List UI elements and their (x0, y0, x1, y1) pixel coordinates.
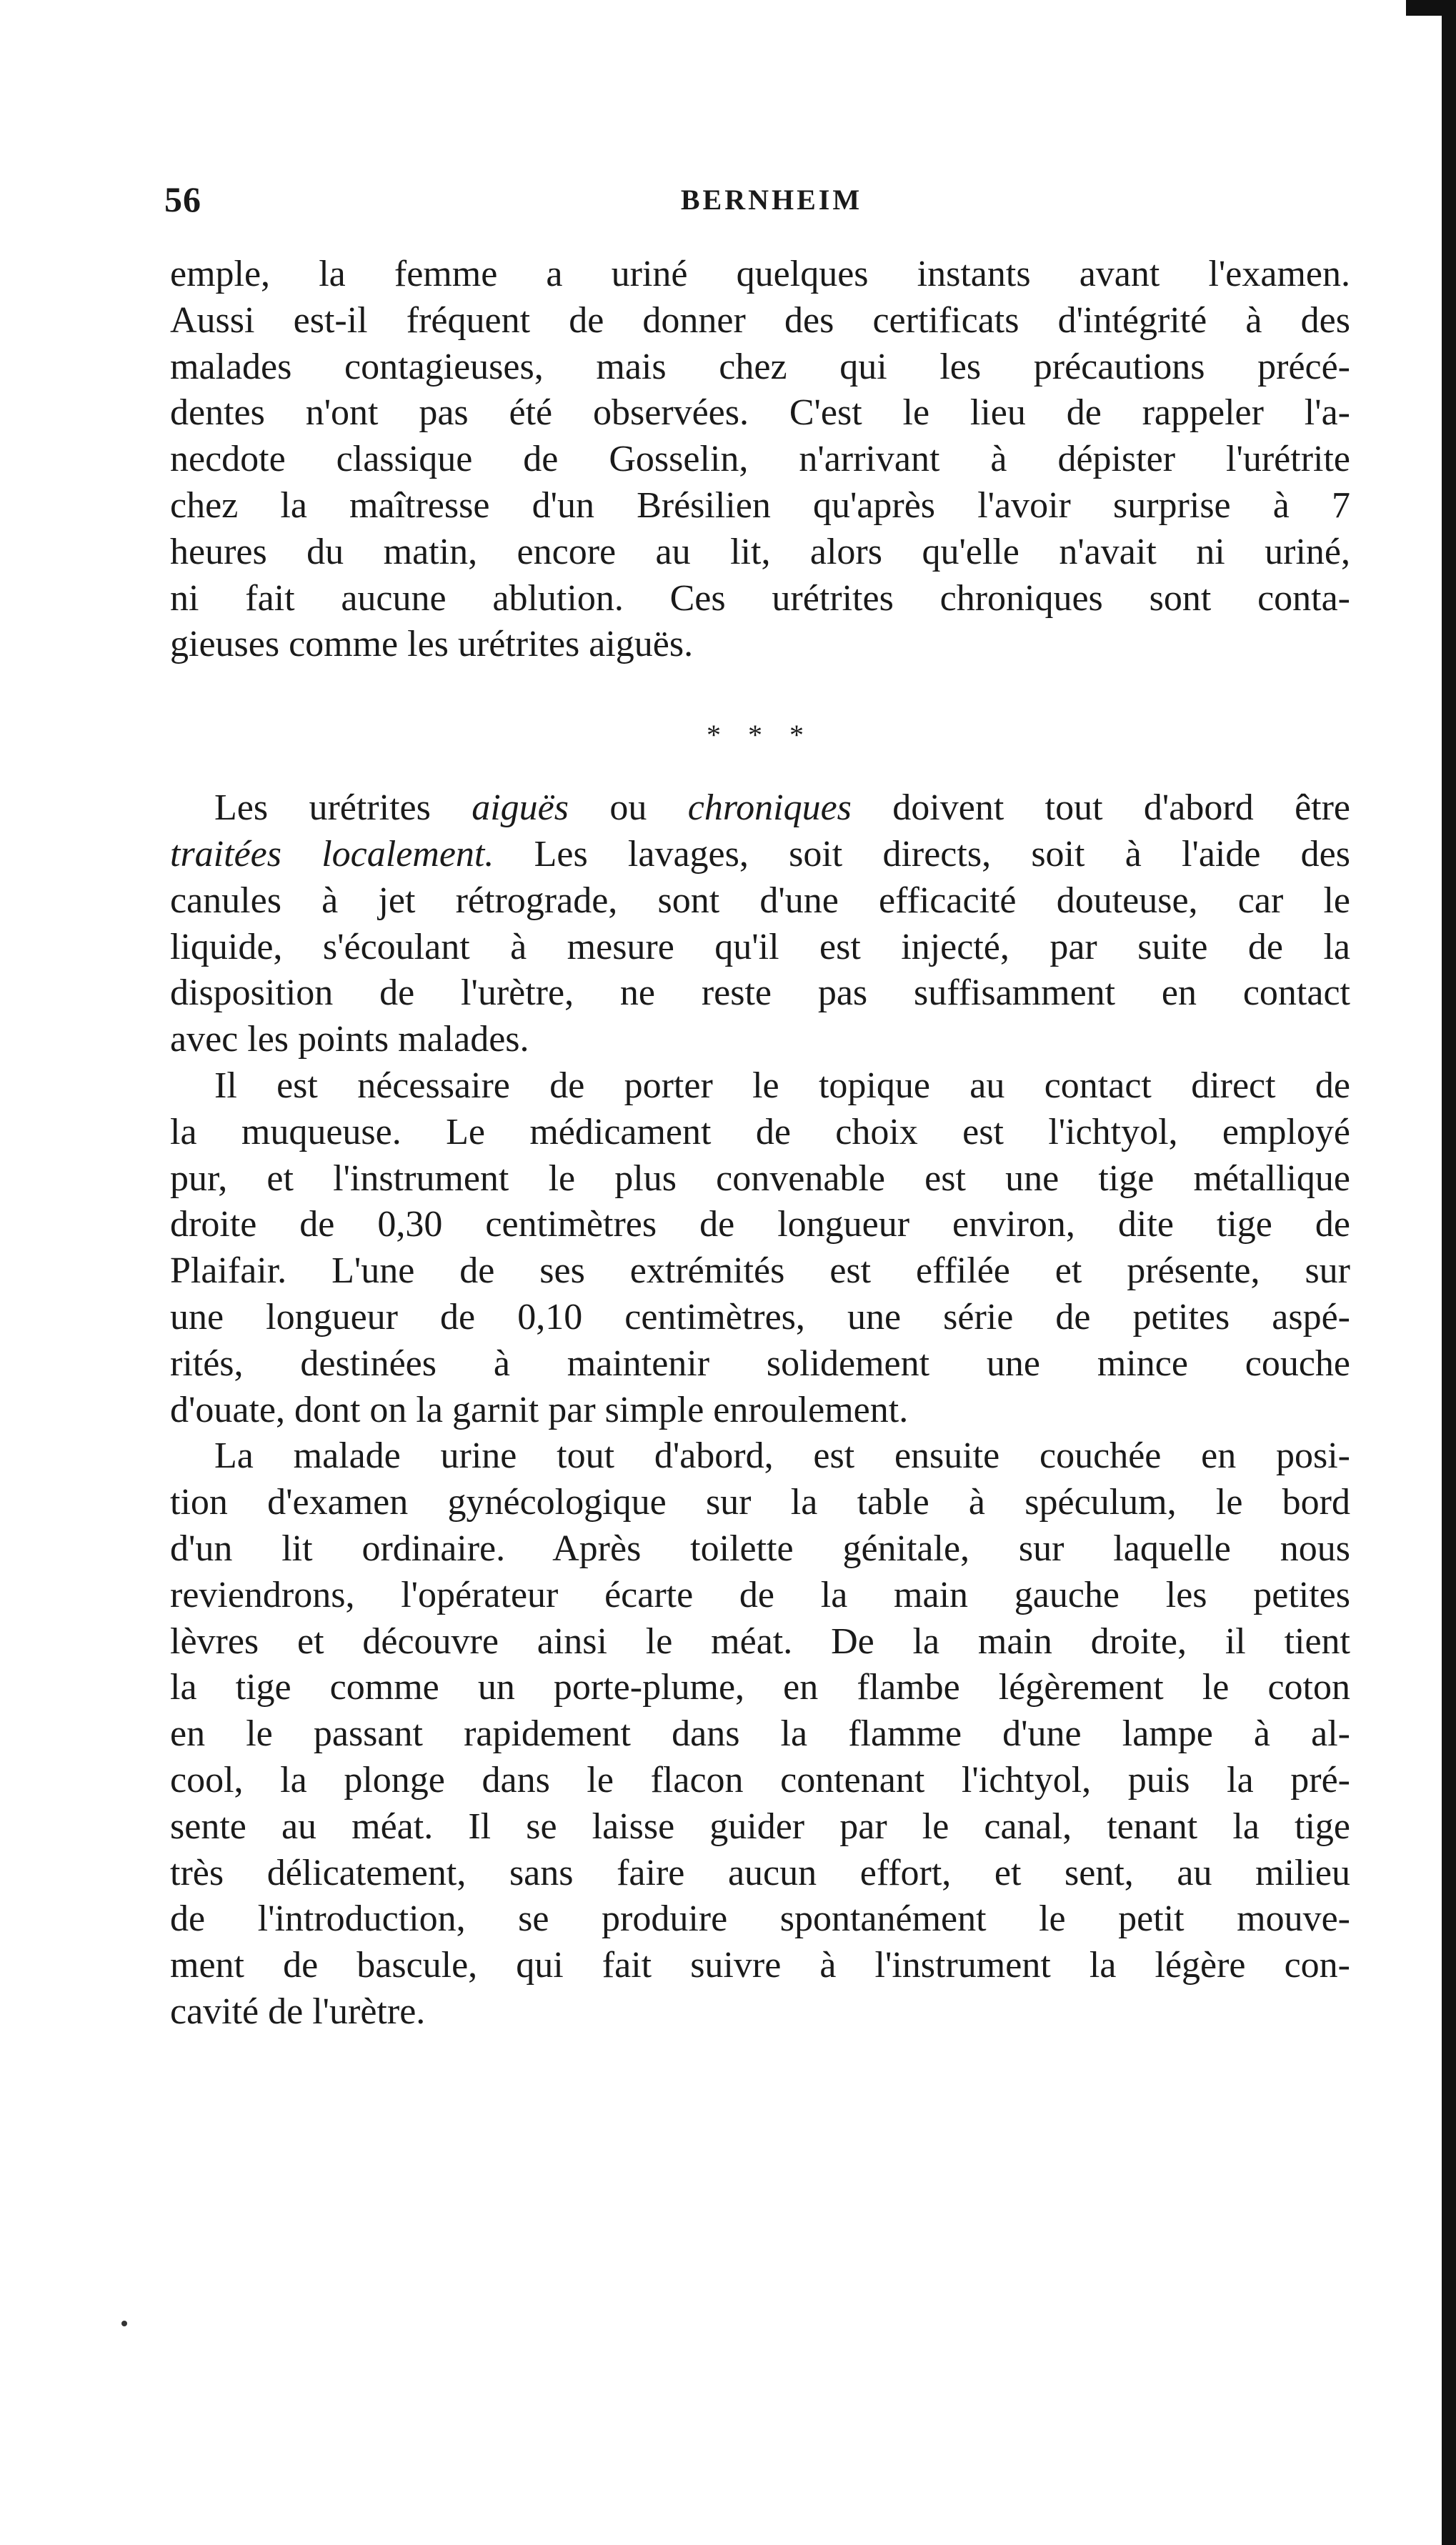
text-run: Les urétrites (214, 787, 472, 829)
book-spine-edge (1442, 0, 1456, 2545)
text-line: necdote classique de Gosselin, n'arrivant à dépister l'urétrite (170, 439, 1350, 480)
running-head: BERNHEIM (680, 184, 863, 216)
text-line: dentes n'ont pas été observées. C'est le lieu de rappeler l'a- (170, 392, 1350, 434)
paragraph-1 (170, 251, 1350, 668)
page-number: 56 (164, 179, 201, 219)
italic-term: aiguës (472, 787, 569, 829)
text-line: gieuses comme les urétrites aiguës. (170, 624, 694, 665)
text-line: heures du matin, encore au lit, alors qu'elle n'avait ni uriné, (170, 531, 1350, 572)
text-line: malades contagieuses, mais chez qui les précautions précé- (170, 346, 1350, 387)
text-line: canules à jet rétrograde, sont d'une efficacité douteuse, car le (170, 880, 1350, 921)
text-line: La malade urine tout d'abord, est ensuite couchée en posi- (214, 1435, 1350, 1477)
text-line: sente au méat. Il se laisse guider par le canal, tenant la tige (170, 1806, 1350, 1847)
page-header (164, 179, 1350, 229)
text-line: en le passant rapidement dans la flamme d'une lampe à al- (170, 1713, 1350, 1755)
text-line: ni fait aucune ablution. Ces urétrites chroniques sont conta- (170, 577, 1350, 619)
text-line (170, 832, 1350, 878)
italic-term: traitées localement. (170, 833, 494, 875)
text-line: d'un lit ordinaire. Après toilette génitale, sur laquelle nous (170, 1528, 1350, 1569)
text-line: cool, la plonge dans le flacon contenant l'ichtyol, puis la pré- (170, 1759, 1350, 1801)
text-run: ou (568, 787, 688, 829)
paragraph-4 (170, 1433, 1350, 2035)
text-line: une longueur de 0,10 centimètres, une série de petites aspé- (170, 1296, 1350, 1338)
text-line: reviendrons, l'opérateur écarte de la main gauche les petites (170, 1574, 1350, 1615)
text-line (170, 785, 1350, 832)
paragraph-2 (170, 785, 1350, 1063)
ink-speck (121, 2321, 127, 2326)
text-line: chez la maîtresse d'un Brésilien qu'après l'avoir surprise à 7 (170, 484, 1350, 526)
text-line: liquide, s'écoulant à mesure qu'il est injecté, par suite de la (170, 926, 1350, 967)
text-line: tion d'examen gynécologique sur la table à spéculum, le bord (170, 1482, 1350, 1523)
text-line: pur, et l'instrument le plus convenable est une tige métallique (170, 1157, 1350, 1199)
text-run: Les lavages, soit directs, soit à l'aide des (494, 833, 1350, 875)
text-line: cavité de l'urètre. (170, 1991, 426, 2032)
text-line: de l'introduction, se produire spontanément le petit mouve- (170, 1898, 1350, 1940)
paragraph-3 (170, 1063, 1350, 1433)
text-line: emple, la femme a uriné quelques instants avant l'examen. (170, 254, 1350, 294)
text-run: doivent tout d'abord être (851, 787, 1350, 829)
text-line: disposition de l'urètre, ne reste pas suffisamment en contact (170, 972, 1350, 1014)
text-line: Il est nécessaire de porter le topique au contact direct de (214, 1065, 1350, 1106)
italic-term: chroniques (687, 787, 852, 829)
text-line: Plaifair. L'une de ses extrémités est effilée et présente, sur (170, 1250, 1350, 1292)
text-line: droite de 0,30 centimètres de longueur environ, dite tige de (170, 1204, 1350, 1245)
body-text (170, 251, 1350, 2036)
section-break-asterism: * * * (707, 719, 814, 752)
text-line: Aussi est-il fréquent de donner des certificats d'intégrité à des (170, 299, 1350, 341)
text-line: très délicatement, sans faire aucun effort, et sent, au milieu (170, 1852, 1350, 1893)
text-line: avec les points malades. (170, 1019, 529, 1060)
text-line: la tige comme un porte-plume, en flambe légèrement le coton (170, 1667, 1350, 1708)
text-line: la muqueuse. Le médicament de choix est l'ichtyol, employé (170, 1111, 1350, 1152)
text-line: lèvres et découvre ainsi le méat. De la main droite, il tient (170, 1620, 1350, 1662)
text-line: ment de bascule, qui fait suivre à l'instrument la légère con- (170, 1945, 1350, 1986)
text-line: rités, destinées à maintenir solidement une mince couche (170, 1343, 1350, 1384)
text-line: d'ouate, dont on la garnit par simple enroulement. (170, 1389, 909, 1430)
book-spine-top-edge (1406, 0, 1456, 16)
